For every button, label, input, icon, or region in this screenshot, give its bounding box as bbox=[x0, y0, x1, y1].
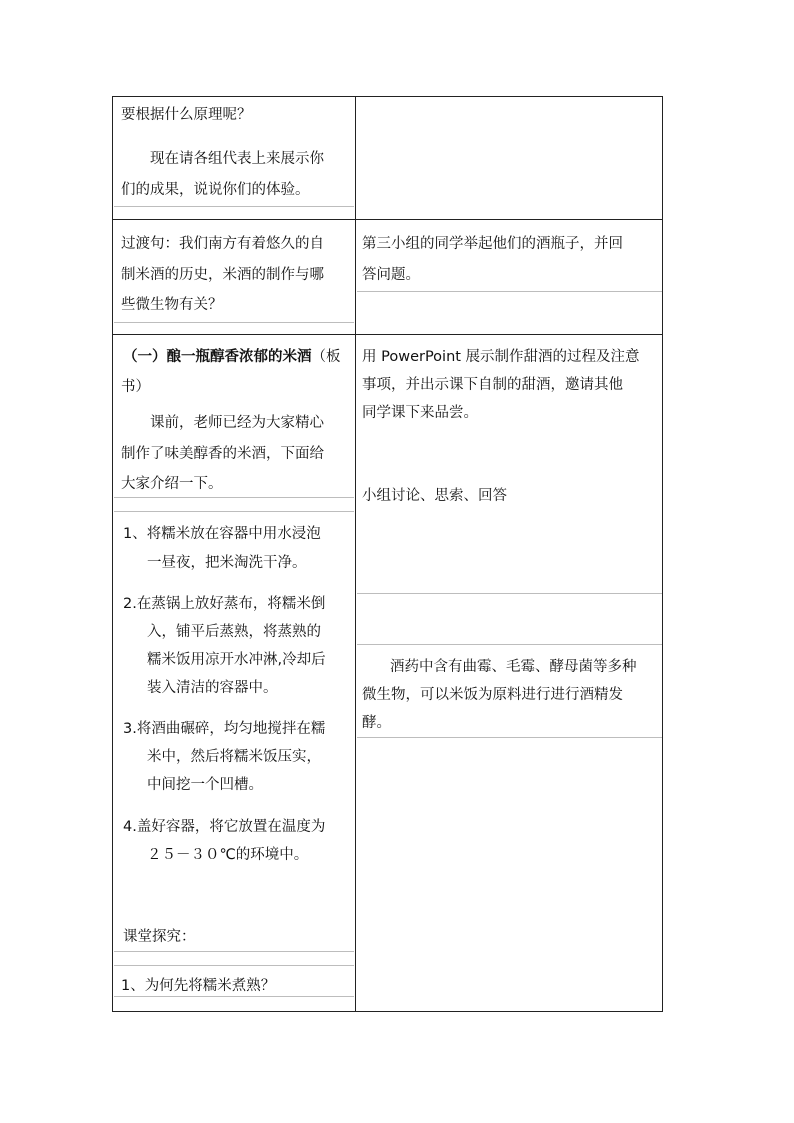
left-text-line: 要根据什么原理呢？ bbox=[121, 107, 252, 123]
left-text-line: 现在请各组代表上来展示你 bbox=[150, 151, 324, 167]
left-text-line: 们的成果，说说你们的体验。 bbox=[121, 182, 310, 198]
step-line: 3.将酒曲碾碎，均匀地搅拌在糯 bbox=[123, 721, 326, 737]
separator-line bbox=[357, 737, 662, 738]
separator-line bbox=[114, 511, 354, 512]
step-line: 一昼夜，把米淘洗干净。 bbox=[147, 555, 307, 571]
separator-line bbox=[357, 291, 662, 292]
step-line: 1、将糯米放在容器中用水浸泡 bbox=[123, 526, 321, 542]
right-text-line: 第三小组的同学举起他们的酒瓶子，并回 bbox=[362, 236, 623, 252]
step-line: 装入清洁的容器中。 bbox=[147, 680, 278, 696]
transition-line: 些微生物有关？ bbox=[121, 297, 223, 313]
row-divider bbox=[112, 219, 663, 220]
row-divider bbox=[112, 334, 663, 335]
section-heading-bold: （一）酿一瓶醇香浓郁的米酒 bbox=[123, 349, 312, 365]
step-line: ２５－３０℃的环境中。 bbox=[147, 847, 309, 863]
section-heading-tail: （板 bbox=[311, 349, 341, 365]
separator-line bbox=[357, 644, 662, 645]
right-text-line: 酒药中含有曲霉、毛霉、酵母菌等多种 bbox=[390, 659, 637, 675]
intro-line: 课前，老师已经为大家精心 bbox=[150, 415, 324, 431]
transition-line: 制米酒的历史，米酒的制作与哪 bbox=[121, 267, 324, 283]
intro-line: 大家介绍一下。 bbox=[121, 476, 223, 492]
step-line: 4.盖好容器，将它放置在温度为 bbox=[123, 819, 326, 835]
right-text-line: 事项，并出示课下自制的甜酒，邀请其他 bbox=[362, 377, 623, 393]
right-text-line: 用 PowerPoint 展示制作甜酒的过程及注意 bbox=[362, 349, 640, 365]
right-text-line: 酵。 bbox=[362, 715, 391, 731]
separator-line bbox=[357, 593, 662, 594]
column-divider bbox=[355, 96, 356, 1012]
separator-line bbox=[114, 951, 354, 952]
transition-line: 过渡句：我们南方有着悠久的自 bbox=[121, 236, 324, 252]
step-line: 中间挖一个凹槽。 bbox=[147, 777, 263, 793]
section-heading bbox=[123, 343, 341, 371]
step-line: 入，铺平后蒸熟，将蒸熟的 bbox=[147, 624, 321, 640]
section-heading-tail-line: 书） bbox=[121, 379, 150, 395]
right-text-line: 答问题。 bbox=[362, 267, 420, 283]
step-line: 糯米饭用凉开水冲淋,冷却后 bbox=[147, 652, 326, 668]
explore-label: 课堂探究： bbox=[123, 929, 196, 945]
step-line: 米中，然后将糯米饭压实， bbox=[147, 749, 321, 765]
separator-line bbox=[114, 322, 354, 323]
right-text-line: 同学课下来品尝。 bbox=[362, 405, 478, 421]
right-text-line: 微生物，可以米饭为原料进行进行酒精发 bbox=[362, 687, 623, 703]
question-line: 1、为何先将糯米煮熟？ bbox=[121, 978, 276, 994]
step-line: 2.在蒸锅上放好蒸布，将糯米倒 bbox=[123, 596, 326, 612]
right-text-line: 小组讨论、思索、回答 bbox=[362, 488, 507, 504]
intro-line: 制作了味美醇香的米酒，下面给 bbox=[121, 446, 324, 462]
separator-line bbox=[114, 965, 354, 966]
separator-line bbox=[114, 206, 354, 207]
